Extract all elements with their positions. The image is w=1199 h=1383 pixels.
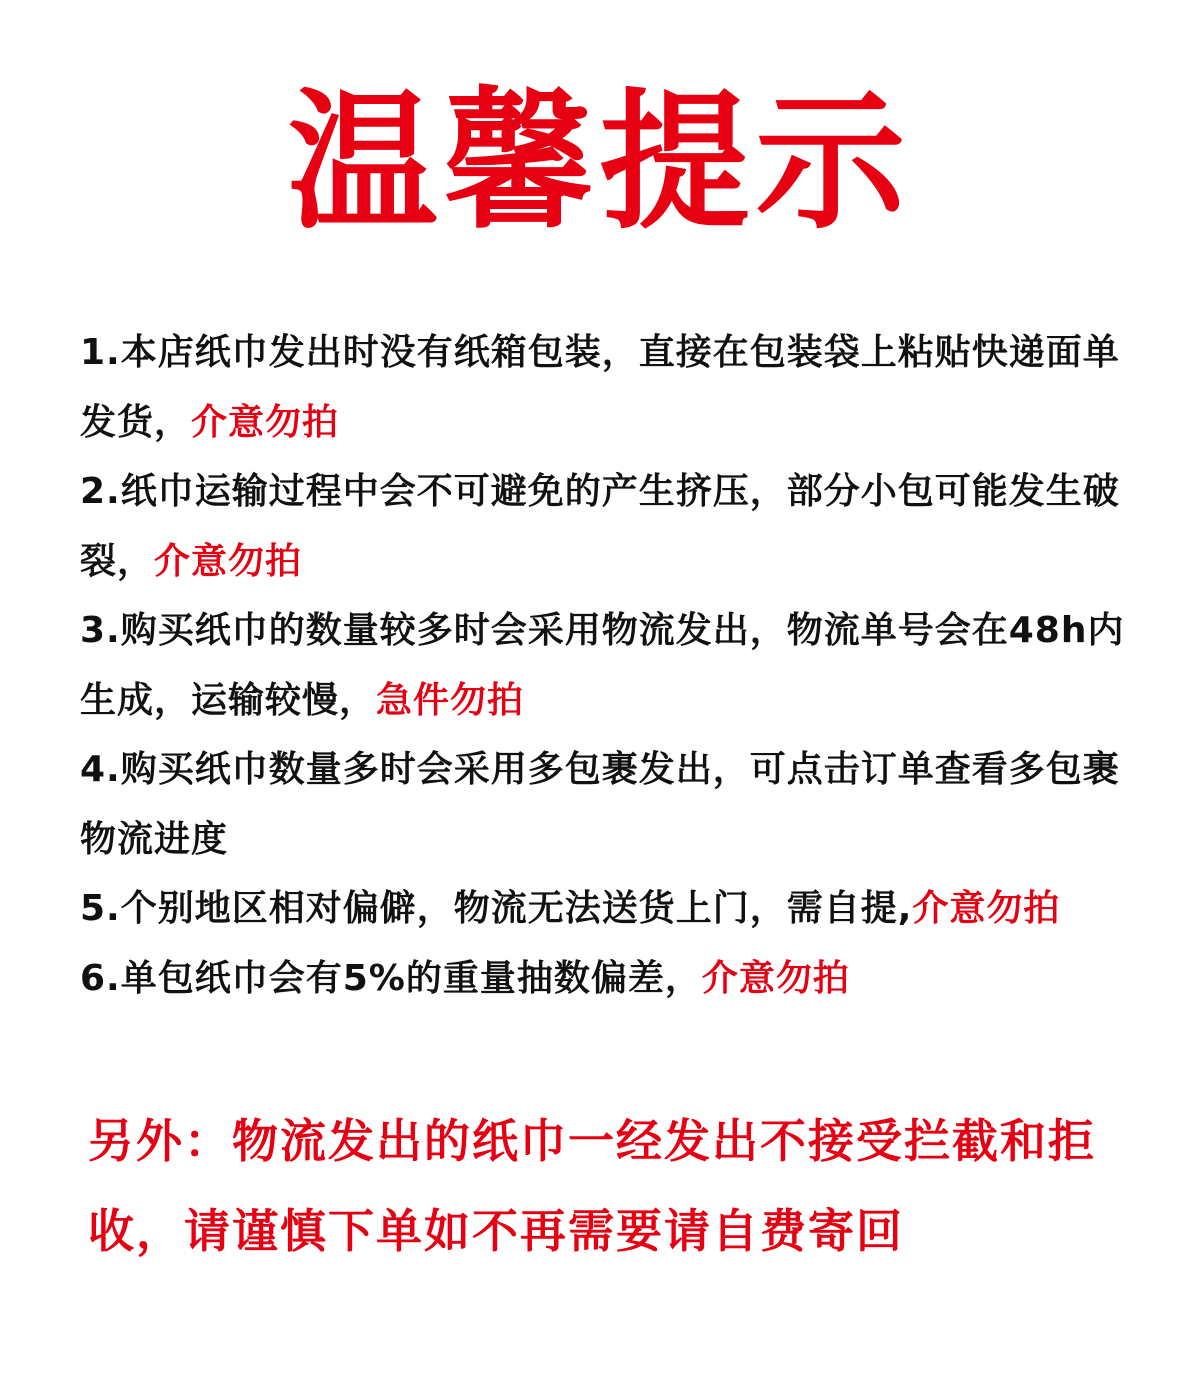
notice-item-warning: 介意勿拍 xyxy=(701,957,850,999)
page-title: 温馨提示 xyxy=(287,76,912,250)
notice-item-2 xyxy=(80,457,1140,596)
notice-item-warning: 介意勿拍 xyxy=(154,540,303,582)
notice-item-text: 1.本店纸巾发出时没有纸箱包装，直接在包装袋上粘贴快递面单发货， xyxy=(80,332,1120,443)
notice-item-text: 3.购买纸巾的数量较多时会采用物流发出，物流单号会在48h内生成，运输较慢， xyxy=(80,610,1125,721)
notice-item-6 xyxy=(80,944,1140,1014)
notice-item-4 xyxy=(80,735,1140,874)
notice-item-1 xyxy=(80,318,1140,457)
notice-item-warning: 介意勿拍 xyxy=(191,401,340,443)
extra-notice: 另外：物流发出的纸巾一经发出不接受拦截和拒收，请谨慎下单如不再需要请自费寄回 xyxy=(88,1114,1096,1258)
notice-item-3 xyxy=(80,596,1140,735)
notice-item-text: 4.购买纸巾数量多时会采用多包裹发出，可点击订单查看多包裹物流进度 xyxy=(80,749,1120,860)
notice-item-text: 5.个别地区相对偏僻，物流无法送货上门，需自提, xyxy=(80,888,913,929)
notice-list xyxy=(80,318,1140,1013)
notice-item-5 xyxy=(80,874,1140,944)
notice-item-text: 2.纸巾运输过程中会不可避免的产生挤压，部分小包可能发生破裂， xyxy=(80,471,1120,582)
notice-item-warning: 急件勿拍 xyxy=(376,679,525,721)
notice-item-warning: 介意勿拍 xyxy=(912,888,1061,929)
notice-item-text: 6.单包纸巾会有5%的重量抽数偏差， xyxy=(80,957,702,999)
